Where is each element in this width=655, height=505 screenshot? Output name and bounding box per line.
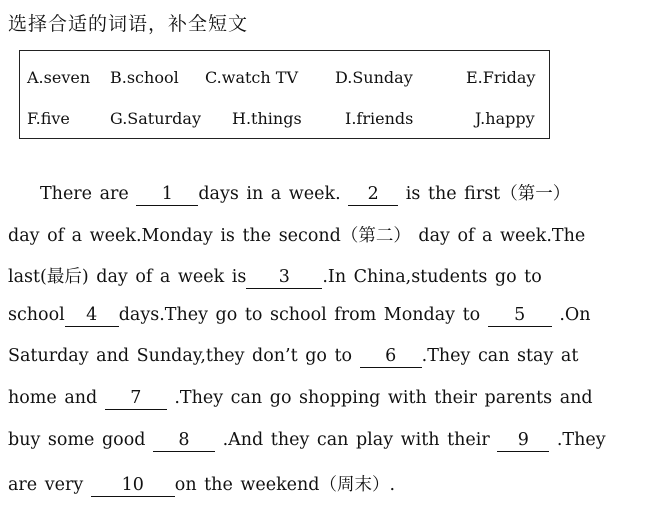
text: is the first（第一） bbox=[398, 184, 571, 204]
option-a: A.seven bbox=[27, 68, 91, 87]
text: day of a week.Monday is the second（第二） day of a week.The bbox=[8, 226, 586, 246]
blank-10: 10 bbox=[91, 476, 175, 497]
blank-1: 1 bbox=[136, 185, 198, 206]
text: .On bbox=[551, 305, 591, 325]
blank-5: 5 bbox=[488, 306, 552, 327]
passage-line-8 bbox=[8, 471, 640, 497]
text: Saturday and Sunday,they don’t go to bbox=[8, 346, 360, 366]
text: are very bbox=[8, 475, 91, 495]
text: .They bbox=[549, 430, 606, 450]
word-bank-box bbox=[19, 50, 550, 139]
blank-3: 3 bbox=[246, 268, 322, 289]
option-j: J.happy bbox=[475, 109, 535, 128]
text: days in a week. bbox=[198, 184, 349, 204]
blank-8: 8 bbox=[153, 431, 215, 452]
blank-9: 9 bbox=[497, 431, 549, 452]
option-h: H.things bbox=[232, 109, 302, 128]
text: .And they can play with their bbox=[215, 430, 498, 450]
exercise-title: 选择合适的词语，补全短文 bbox=[8, 13, 249, 35]
option-f: F.five bbox=[27, 109, 70, 128]
option-c: C.watch TV bbox=[205, 68, 298, 87]
text: school bbox=[8, 305, 65, 325]
option-i: I.friends bbox=[345, 109, 414, 128]
option-g: G.Saturday bbox=[110, 109, 201, 128]
passage-line-6 bbox=[8, 388, 640, 414]
blank-2: 2 bbox=[348, 185, 398, 206]
option-b: B.school bbox=[110, 68, 179, 87]
text: home and bbox=[8, 388, 105, 408]
text: .In China,students go to bbox=[322, 267, 542, 287]
text: .They can go shopping with their parents and bbox=[166, 388, 593, 408]
option-e: E.Friday bbox=[466, 68, 536, 87]
text: .They can stay at bbox=[421, 346, 579, 366]
blank-6: 6 bbox=[360, 347, 422, 368]
text: on the weekend（周末）. bbox=[174, 475, 396, 495]
blank-4: 4 bbox=[65, 306, 119, 327]
text: buy some good bbox=[8, 430, 153, 450]
passage-line-3 bbox=[8, 263, 640, 289]
passage-line-5 bbox=[8, 346, 640, 372]
blank-7: 7 bbox=[105, 389, 167, 410]
option-d: D.Sunday bbox=[335, 68, 413, 87]
text: There are bbox=[40, 184, 137, 204]
text: last(最后) day of a week is bbox=[8, 267, 247, 287]
text: days.They go to school from Monday to bbox=[118, 305, 488, 325]
passage-line-4 bbox=[8, 305, 640, 331]
passage-line-2 bbox=[8, 222, 640, 248]
passage-line-1 bbox=[8, 180, 640, 206]
passage-line-7 bbox=[8, 430, 640, 456]
